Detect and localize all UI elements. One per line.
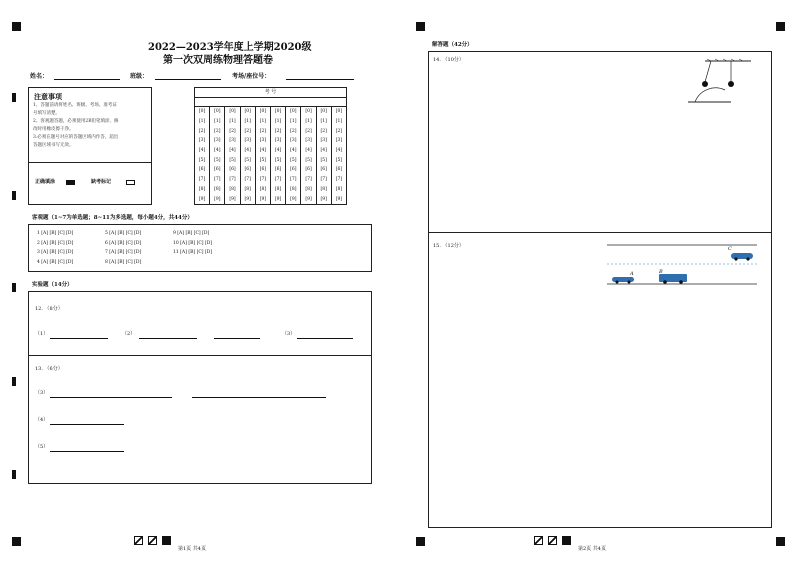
digit-bubble[interactable]: [7] xyxy=(305,177,312,183)
digit-bubble[interactable]: [3] xyxy=(335,138,343,144)
digit-column xyxy=(331,107,346,204)
digit-bubble[interactable]: [8] xyxy=(305,186,312,192)
page-subtitle: 第一次双周练物理答题卷 xyxy=(163,55,273,66)
notice-line: 3.必须在题号对应的答题区域内作答，超出 xyxy=(33,135,119,140)
digit-column xyxy=(224,107,239,204)
divider xyxy=(29,162,151,163)
digit-bubble[interactable]: [0] xyxy=(244,109,251,115)
digit-bubble[interactable]: [3] xyxy=(214,138,221,144)
class-field[interactable] xyxy=(155,79,221,80)
corner-mark xyxy=(416,22,425,31)
digit-bubble[interactable]: [5] xyxy=(229,157,236,163)
digit-bubble[interactable]: [5] xyxy=(198,157,206,163)
digit-bubble[interactable]: [3] xyxy=(229,138,236,144)
digit-bubble[interactable]: [3] xyxy=(305,138,312,144)
exam-number-grid xyxy=(194,87,347,205)
digit-bubble[interactable]: [4] xyxy=(320,148,327,154)
digit-bubble[interactable]: [1] xyxy=(198,119,206,125)
answer-bubble-group[interactable] xyxy=(173,258,241,268)
q13-blank-5[interactable] xyxy=(50,451,124,452)
digit-bubble[interactable]: [5] xyxy=(290,157,297,163)
digit-bubble[interactable]: [7] xyxy=(290,177,297,183)
digit-bubble[interactable]: [7] xyxy=(244,177,251,183)
corner-mark xyxy=(12,22,21,31)
digit-bubble[interactable]: [5] xyxy=(320,157,327,163)
q12-part-1: （1） xyxy=(35,331,49,337)
digit-bubble[interactable]: [6] xyxy=(214,167,221,173)
digit-bubble[interactable]: [9] xyxy=(274,196,282,202)
exam-number-header: 考 号 xyxy=(195,88,346,98)
correct-fill-sample xyxy=(66,180,75,185)
digit-bubble[interactable]: [8] xyxy=(259,186,267,192)
answer-bubble-group[interactable]: 2 [A] [B] [C] [D] xyxy=(37,240,74,246)
digit-bubble[interactable]: [4] xyxy=(335,148,343,154)
answer-bubble-group[interactable]: 4 [A] [B] [C] [D] xyxy=(37,259,74,265)
page-mark xyxy=(162,536,171,545)
digit-bubble[interactable]: [3] xyxy=(274,138,282,144)
digit-bubble[interactable]: [2] xyxy=(198,128,206,134)
digit-bubble[interactable]: [9] xyxy=(290,196,297,202)
digit-bubble[interactable]: [0] xyxy=(259,109,267,115)
timing-mark xyxy=(12,470,16,479)
digit-bubble[interactable]: [1] xyxy=(290,119,297,125)
corner-mark xyxy=(416,537,425,546)
digit-bubble[interactable]: [6] xyxy=(259,167,267,173)
digit-bubble[interactable]: [0] xyxy=(290,109,297,115)
digit-bubble[interactable]: [0] xyxy=(305,109,312,115)
digit-bubble[interactable]: [8] xyxy=(274,186,282,192)
digit-bubble[interactable]: [1] xyxy=(335,119,343,125)
digit-bubble[interactable]: [7] xyxy=(214,177,221,183)
q13-label: 13. （6分） xyxy=(35,366,63,372)
corner-mark xyxy=(776,22,785,31)
missing-mark-label: 缺考标记 xyxy=(91,179,112,185)
digit-bubble[interactable]: [6] xyxy=(198,167,206,173)
divider xyxy=(429,232,771,233)
corner-mark xyxy=(776,537,785,546)
q15-label: 15. （12分） xyxy=(433,243,464,249)
q12-blank-3[interactable] xyxy=(297,338,353,339)
name-field[interactable] xyxy=(54,79,120,80)
digit-bubble[interactable]: [0] xyxy=(335,109,343,115)
digit-bubble[interactable]: [2] xyxy=(305,128,312,134)
q14-figure xyxy=(685,58,761,108)
digit-bubble[interactable]: [6] xyxy=(244,167,251,173)
digit-bubble[interactable]: [4] xyxy=(290,148,297,154)
answer-bubble-group[interactable]: 6 [A] [B] [C] [D] xyxy=(105,240,142,246)
page-footer: 第1页 共4页 xyxy=(178,546,206,552)
digit-bubble[interactable]: [3] xyxy=(198,138,206,144)
digit-bubble[interactable]: [0] xyxy=(214,109,221,115)
divider xyxy=(29,355,371,356)
digit-bubble[interactable]: [8] xyxy=(320,186,327,192)
digit-column xyxy=(300,107,315,204)
digit-bubble[interactable]: [5] xyxy=(244,157,251,163)
digit-column xyxy=(270,107,285,204)
timing-mark xyxy=(12,93,16,102)
q13-part-5: （5） xyxy=(35,444,49,450)
objective-row xyxy=(37,258,357,268)
digit-bubble[interactable]: [5] xyxy=(259,157,267,163)
q13-blank-3b[interactable] xyxy=(192,397,326,398)
digit-bubble[interactable]: [0] xyxy=(198,109,206,115)
answer-bubble-group[interactable]: 9 [A] [B] [C] [D] xyxy=(173,231,210,236)
timing-mark xyxy=(12,377,16,386)
digit-column xyxy=(285,107,300,204)
hatched-mark xyxy=(134,536,143,545)
digit-bubble[interactable]: [2] xyxy=(335,128,343,134)
digit-bubble[interactable]: [4] xyxy=(259,148,267,154)
objective-rows xyxy=(37,229,357,267)
digit-bubble[interactable]: [2] xyxy=(320,128,327,134)
digit-column xyxy=(240,107,255,204)
digit-columns xyxy=(195,107,346,204)
section-heading: 解答题（42分） xyxy=(432,42,473,48)
digit-bubble[interactable]: [7] xyxy=(335,177,343,183)
digit-bubble[interactable]: [1] xyxy=(244,119,251,125)
page-footer: 第2页 共4页 xyxy=(578,546,606,552)
q12-blank-1[interactable] xyxy=(50,338,108,339)
digit-bubble[interactable]: [9] xyxy=(214,196,221,202)
hatched-mark xyxy=(534,536,543,545)
digit-bubble[interactable]: [4] xyxy=(244,148,251,154)
digit-bubble[interactable]: [7] xyxy=(229,177,236,183)
digit-bubble[interactable]: [3] xyxy=(320,138,327,144)
answer-bubble-group[interactable]: 5 [A] [B] [C] [D] xyxy=(105,231,142,236)
page-mark xyxy=(562,536,571,545)
notice-box xyxy=(28,87,152,205)
notice-heading: 注意事项 xyxy=(34,92,62,101)
class-label: 班级： xyxy=(130,73,149,80)
digit-bubble[interactable]: [8] xyxy=(214,186,221,192)
notice-line: 改时用橡皮擦干净。 xyxy=(33,127,74,132)
digit-bubble[interactable]: [0] xyxy=(229,109,236,115)
digit-bubble[interactable]: [2] xyxy=(274,128,282,134)
digit-bubble[interactable]: [9] xyxy=(244,196,251,202)
digit-bubble[interactable]: [8] xyxy=(290,186,297,192)
car-label-c: C xyxy=(728,246,732,252)
digit-bubble[interactable]: [2] xyxy=(229,128,236,134)
seat-label: 考场/座位号： xyxy=(232,73,271,80)
digit-bubble[interactable]: [2] xyxy=(290,128,297,134)
q12-blank-2[interactable] xyxy=(139,338,197,339)
car-label-b: B xyxy=(659,269,663,275)
digit-bubble[interactable]: [5] xyxy=(305,157,312,163)
timing-mark xyxy=(12,283,16,292)
digit-column xyxy=(195,107,209,204)
q13-blank-3a[interactable] xyxy=(50,397,172,398)
digit-bubble[interactable]: [2] xyxy=(259,128,267,134)
digit-bubble[interactable]: [9] xyxy=(198,196,206,202)
digit-bubble[interactable]: [8] xyxy=(198,186,206,192)
objective-row xyxy=(37,239,357,249)
digit-bubble[interactable]: [6] xyxy=(335,167,343,173)
digit-bubble[interactable]: [1] xyxy=(305,119,312,125)
digit-bubble[interactable]: [8] xyxy=(244,186,251,192)
objective-row xyxy=(37,229,357,239)
digit-column xyxy=(209,107,224,204)
q12-label: 12. （8分） xyxy=(35,306,63,312)
digit-bubble[interactable]: [7] xyxy=(320,177,327,183)
digit-bubble[interactable]: [1] xyxy=(214,119,221,125)
experiment-heading: 实验题（14分） xyxy=(32,282,73,288)
digit-bubble[interactable]: [9] xyxy=(229,196,236,202)
digit-bubble[interactable]: [4] xyxy=(229,148,236,154)
digit-bubble[interactable]: [4] xyxy=(274,148,282,154)
digit-bubble[interactable]: [3] xyxy=(259,138,267,144)
digit-bubble[interactable]: [6] xyxy=(229,167,236,173)
digit-bubble[interactable]: [5] xyxy=(274,157,282,163)
q13-part-4: （4） xyxy=(35,417,49,423)
experiment-answer-box xyxy=(28,291,372,484)
corner-mark xyxy=(12,537,21,546)
digit-bubble[interactable]: [9] xyxy=(320,196,327,202)
digit-bubble[interactable]: [2] xyxy=(244,128,251,134)
digit-bubble[interactable]: [1] xyxy=(274,119,282,125)
q12-part-2: （2） xyxy=(122,331,136,337)
digit-bubble[interactable]: [9] xyxy=(259,196,267,202)
digit-bubble[interactable]: [1] xyxy=(229,119,236,125)
page-title: 2022—2023学年度上学期2020级 xyxy=(148,42,312,53)
digit-bubble[interactable]: [6] xyxy=(320,167,327,173)
answer-bubble-group[interactable]: 1 [A] [B] [C] [D] xyxy=(37,231,74,236)
digit-bubble[interactable]: [0] xyxy=(274,109,282,115)
q14-label: 14. （10分） xyxy=(433,57,464,63)
digit-bubble[interactable]: [6] xyxy=(274,167,282,173)
digit-bubble[interactable]: [7] xyxy=(259,177,267,183)
answer-box xyxy=(428,51,772,528)
digit-bubble[interactable]: [0] xyxy=(320,109,327,115)
correct-fill-label: 正确填涂 xyxy=(35,179,56,185)
digit-bubble[interactable]: [6] xyxy=(305,167,312,173)
objective-row xyxy=(37,248,357,258)
answer-bubble-group[interactable]: 7 [A] [B] [C] [D] xyxy=(105,250,142,255)
q12-part-3: （3） xyxy=(282,331,296,337)
digit-bubble[interactable]: [1] xyxy=(259,119,267,125)
q13-part-3: （3） xyxy=(35,390,49,396)
car-label-a: A xyxy=(630,271,634,277)
notice-line: 号填写清楚。 xyxy=(33,111,60,116)
seat-field[interactable] xyxy=(286,79,354,80)
digit-bubble[interactable]: [2] xyxy=(214,128,221,134)
digit-bubble[interactable]: [3] xyxy=(290,138,297,144)
objective-heading: 客观题（1~7为单选题；8~11为多选题，每小题4分，共44分） xyxy=(32,215,193,221)
q12-blank-2b[interactable] xyxy=(214,338,260,339)
digit-bubble[interactable]: [1] xyxy=(320,119,327,125)
digit-bubble[interactable]: [5] xyxy=(335,157,343,163)
digit-column xyxy=(316,107,331,204)
digit-bubble[interactable]: [7] xyxy=(198,177,206,183)
notice-line: 1、答题前请将姓名、班级、考场、准考证 xyxy=(33,103,117,108)
digit-bubble[interactable]: [4] xyxy=(214,148,221,154)
answer-bubble-group[interactable]: 10 [A] [B] [C] [D] xyxy=(173,240,213,246)
digit-bubble[interactable]: [7] xyxy=(274,177,282,183)
digit-bubble[interactable]: [9] xyxy=(305,196,312,202)
name-label: 姓名： xyxy=(30,73,49,80)
digit-bubble[interactable]: [8] xyxy=(335,186,343,192)
digit-column xyxy=(255,107,270,204)
missing-mark-box[interactable] xyxy=(126,180,135,185)
digit-bubble[interactable]: [5] xyxy=(214,157,221,163)
q15-figure xyxy=(607,240,759,290)
digit-bubble[interactable]: [3] xyxy=(244,138,251,144)
digit-bubble[interactable]: [4] xyxy=(198,148,206,154)
digit-bubble[interactable]: [6] xyxy=(290,167,297,173)
answer-bubble-group[interactable]: 8 [A] [B] [C] [D] xyxy=(105,259,142,265)
answer-bubble-group[interactable]: 11 [A] [B] [C] [D] xyxy=(173,250,213,255)
timing-mark xyxy=(12,191,16,200)
digit-bubble[interactable]: [8] xyxy=(229,186,236,192)
answer-bubble-group[interactable]: 3 [A] [B] [C] [D] xyxy=(37,250,74,255)
notice-line: 2、客观题答题，必须使用2B铅笔填涂，修 xyxy=(33,119,119,124)
notice-text xyxy=(33,102,147,150)
hatched-mark xyxy=(548,536,557,545)
digit-bubble[interactable]: [4] xyxy=(305,148,312,154)
objective-answer-box xyxy=(28,224,372,272)
hatched-mark xyxy=(148,536,157,545)
digit-bubble[interactable]: [9] xyxy=(335,196,343,202)
q13-blank-4[interactable] xyxy=(50,424,124,425)
notice-line: 答题区域书写无效。 xyxy=(33,143,74,148)
